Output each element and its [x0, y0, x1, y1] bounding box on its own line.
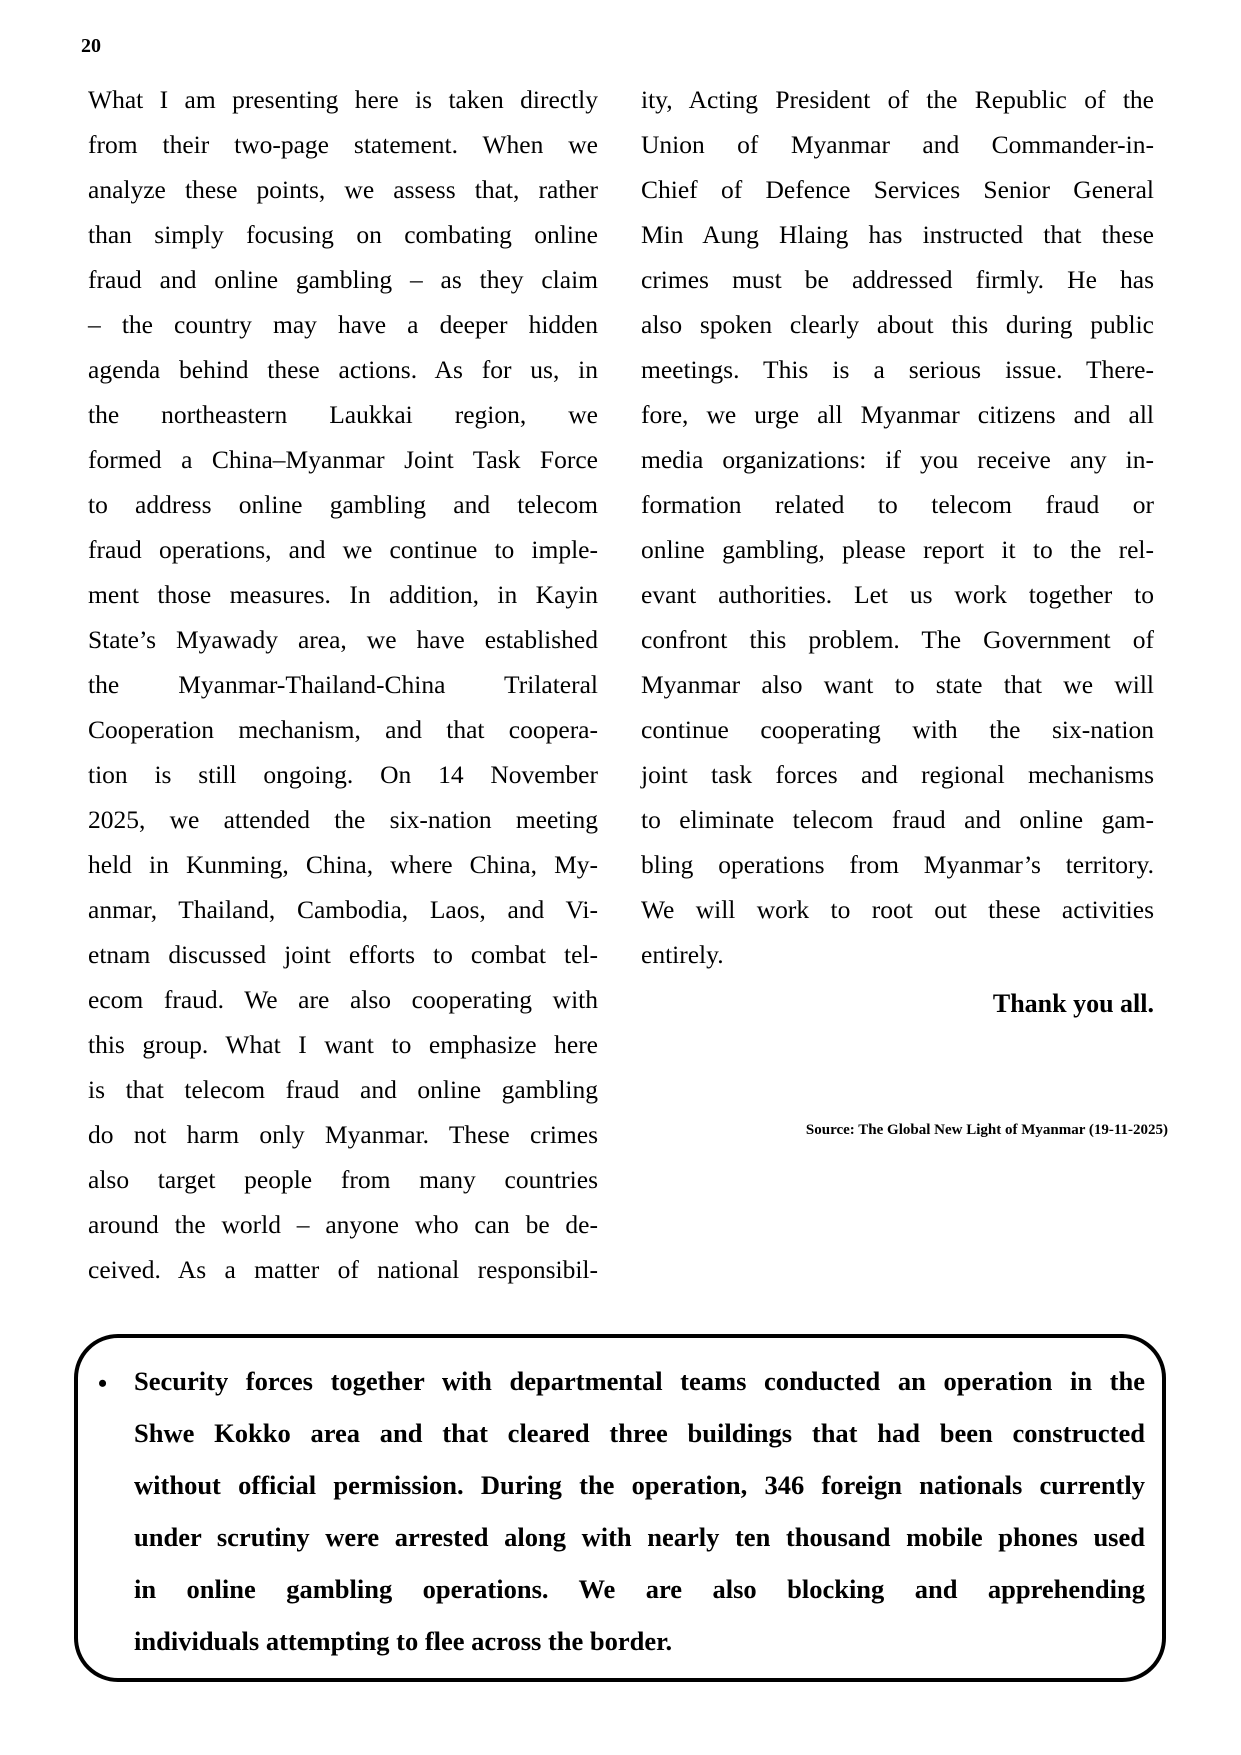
callout-line: without official permission. During the operation, 346 foreign nationals currently [134, 1470, 1145, 1500]
text-line: fraud operations, and we continue to imple- [88, 535, 598, 564]
text-line: to address online gambling and telecom [88, 490, 598, 519]
text-line: held in Kunming, China, where China, My- [88, 850, 598, 879]
text-line: ceived. As a matter of national responsibil- [88, 1255, 598, 1284]
left-column-text [88, 77, 598, 1292]
text-line: is that telecom fraud and online gambling [88, 1075, 598, 1104]
text-line: anmar, Thailand, Cambodia, Laos, and Vi- [88, 895, 598, 924]
text-line: fraud and online gambling – as they claim [88, 265, 598, 294]
text-line: 2025, we attended the six-nation meeting [88, 805, 598, 834]
text-line: confront this problem. The Government of [641, 625, 1154, 654]
page-number: 20 [81, 35, 101, 57]
callout-line: Shwe Kokko area and that cleared three buildings that had been constructed [134, 1418, 1145, 1448]
text-line: meetings. This is a serious issue. There- [641, 355, 1154, 384]
text-line: around the world – anyone who can be de- [88, 1210, 598, 1239]
text-line: formation related to telecom fraud or [641, 490, 1154, 519]
text-line: than simply focusing on combating online [88, 220, 598, 249]
text-line: fore, we urge all Myanmar citizens and all [641, 400, 1154, 429]
text-line: Chief of Defence Services Senior General [641, 175, 1154, 204]
text-line: continue cooperating with the six-nation [641, 715, 1154, 744]
text-line: crimes must be addressed firmly. He has [641, 265, 1154, 294]
text-line: We will work to root out these activities [641, 895, 1154, 924]
text-line: Cooperation mechanism, and that coopera- [88, 715, 598, 744]
callout-text [134, 1355, 1145, 1667]
text-line: – the country may have a deeper hidden [88, 310, 598, 339]
text-line: the northeastern Laukkai region, we [88, 400, 598, 429]
text-line: this group. What I want to emphasize here [88, 1030, 598, 1059]
text-line: State’s Myawady area, we have established [88, 625, 598, 654]
text-line: ecom fraud. We are also cooperating with [88, 985, 598, 1014]
text-line: bling operations from Myanmar’s territory. [641, 850, 1154, 879]
text-line: agenda behind these actions. As for us, in [88, 355, 598, 384]
text-line: Myanmar also want to state that we will [641, 670, 1154, 699]
text-line: etnam discussed joint efforts to combat tel- [88, 940, 598, 969]
text-line: ity, Acting President of the Republic of the [641, 85, 1154, 114]
text-line: also target people from many countries [88, 1165, 598, 1194]
callout-line: in online gambling operations. We are also blocking and apprehending [134, 1574, 1145, 1604]
text-line: What I am presenting here is taken directly [88, 85, 598, 114]
text-line: evant authorities. Let us work together to [641, 580, 1154, 609]
bullet-icon: • [98, 1369, 108, 1398]
text-line: Min Aung Hlaing has instructed that these [641, 220, 1154, 249]
callout-line: under scrutiny were arrested along with nearly ten thousand mobile phones used [134, 1522, 1145, 1552]
callout-line: Security forces together with departmental teams conducted an operation in the [134, 1366, 1145, 1396]
text-line: media organizations: if you receive any in- [641, 445, 1154, 474]
right-column-text [641, 77, 1154, 977]
text-line: formed a China–Myanmar Joint Task Force [88, 445, 598, 474]
text-line: ment those measures. In addition, in Kayin [88, 580, 598, 609]
text-line: from their two-page statement. When we [88, 130, 598, 159]
text-line: joint task forces and regional mechanisms [641, 760, 1154, 789]
text-line: online gambling, please report it to the rel- [641, 535, 1154, 564]
text-line: tion is still ongoing. On 14 November [88, 760, 598, 789]
text-line: also spoken clearly about this during public [641, 310, 1154, 339]
text-line: to eliminate telecom fraud and online gam- [641, 805, 1154, 834]
text-line: entirely. [641, 940, 724, 969]
source-citation: Source: The Global New Light of Myanmar (19-11-2025) [805, 1122, 1168, 1138]
text-line: Union of Myanmar and Commander-in- [641, 130, 1154, 159]
text-line: do not harm only Myanmar. These crimes [88, 1120, 598, 1149]
callout-line: individuals attempting to flee across the border. [134, 1626, 673, 1656]
closing-remark: Thank you all. [992, 989, 1154, 1018]
text-line: the Myanmar-Thailand-China Trilateral [88, 670, 598, 699]
text-line: analyze these points, we assess that, rather [88, 175, 598, 204]
